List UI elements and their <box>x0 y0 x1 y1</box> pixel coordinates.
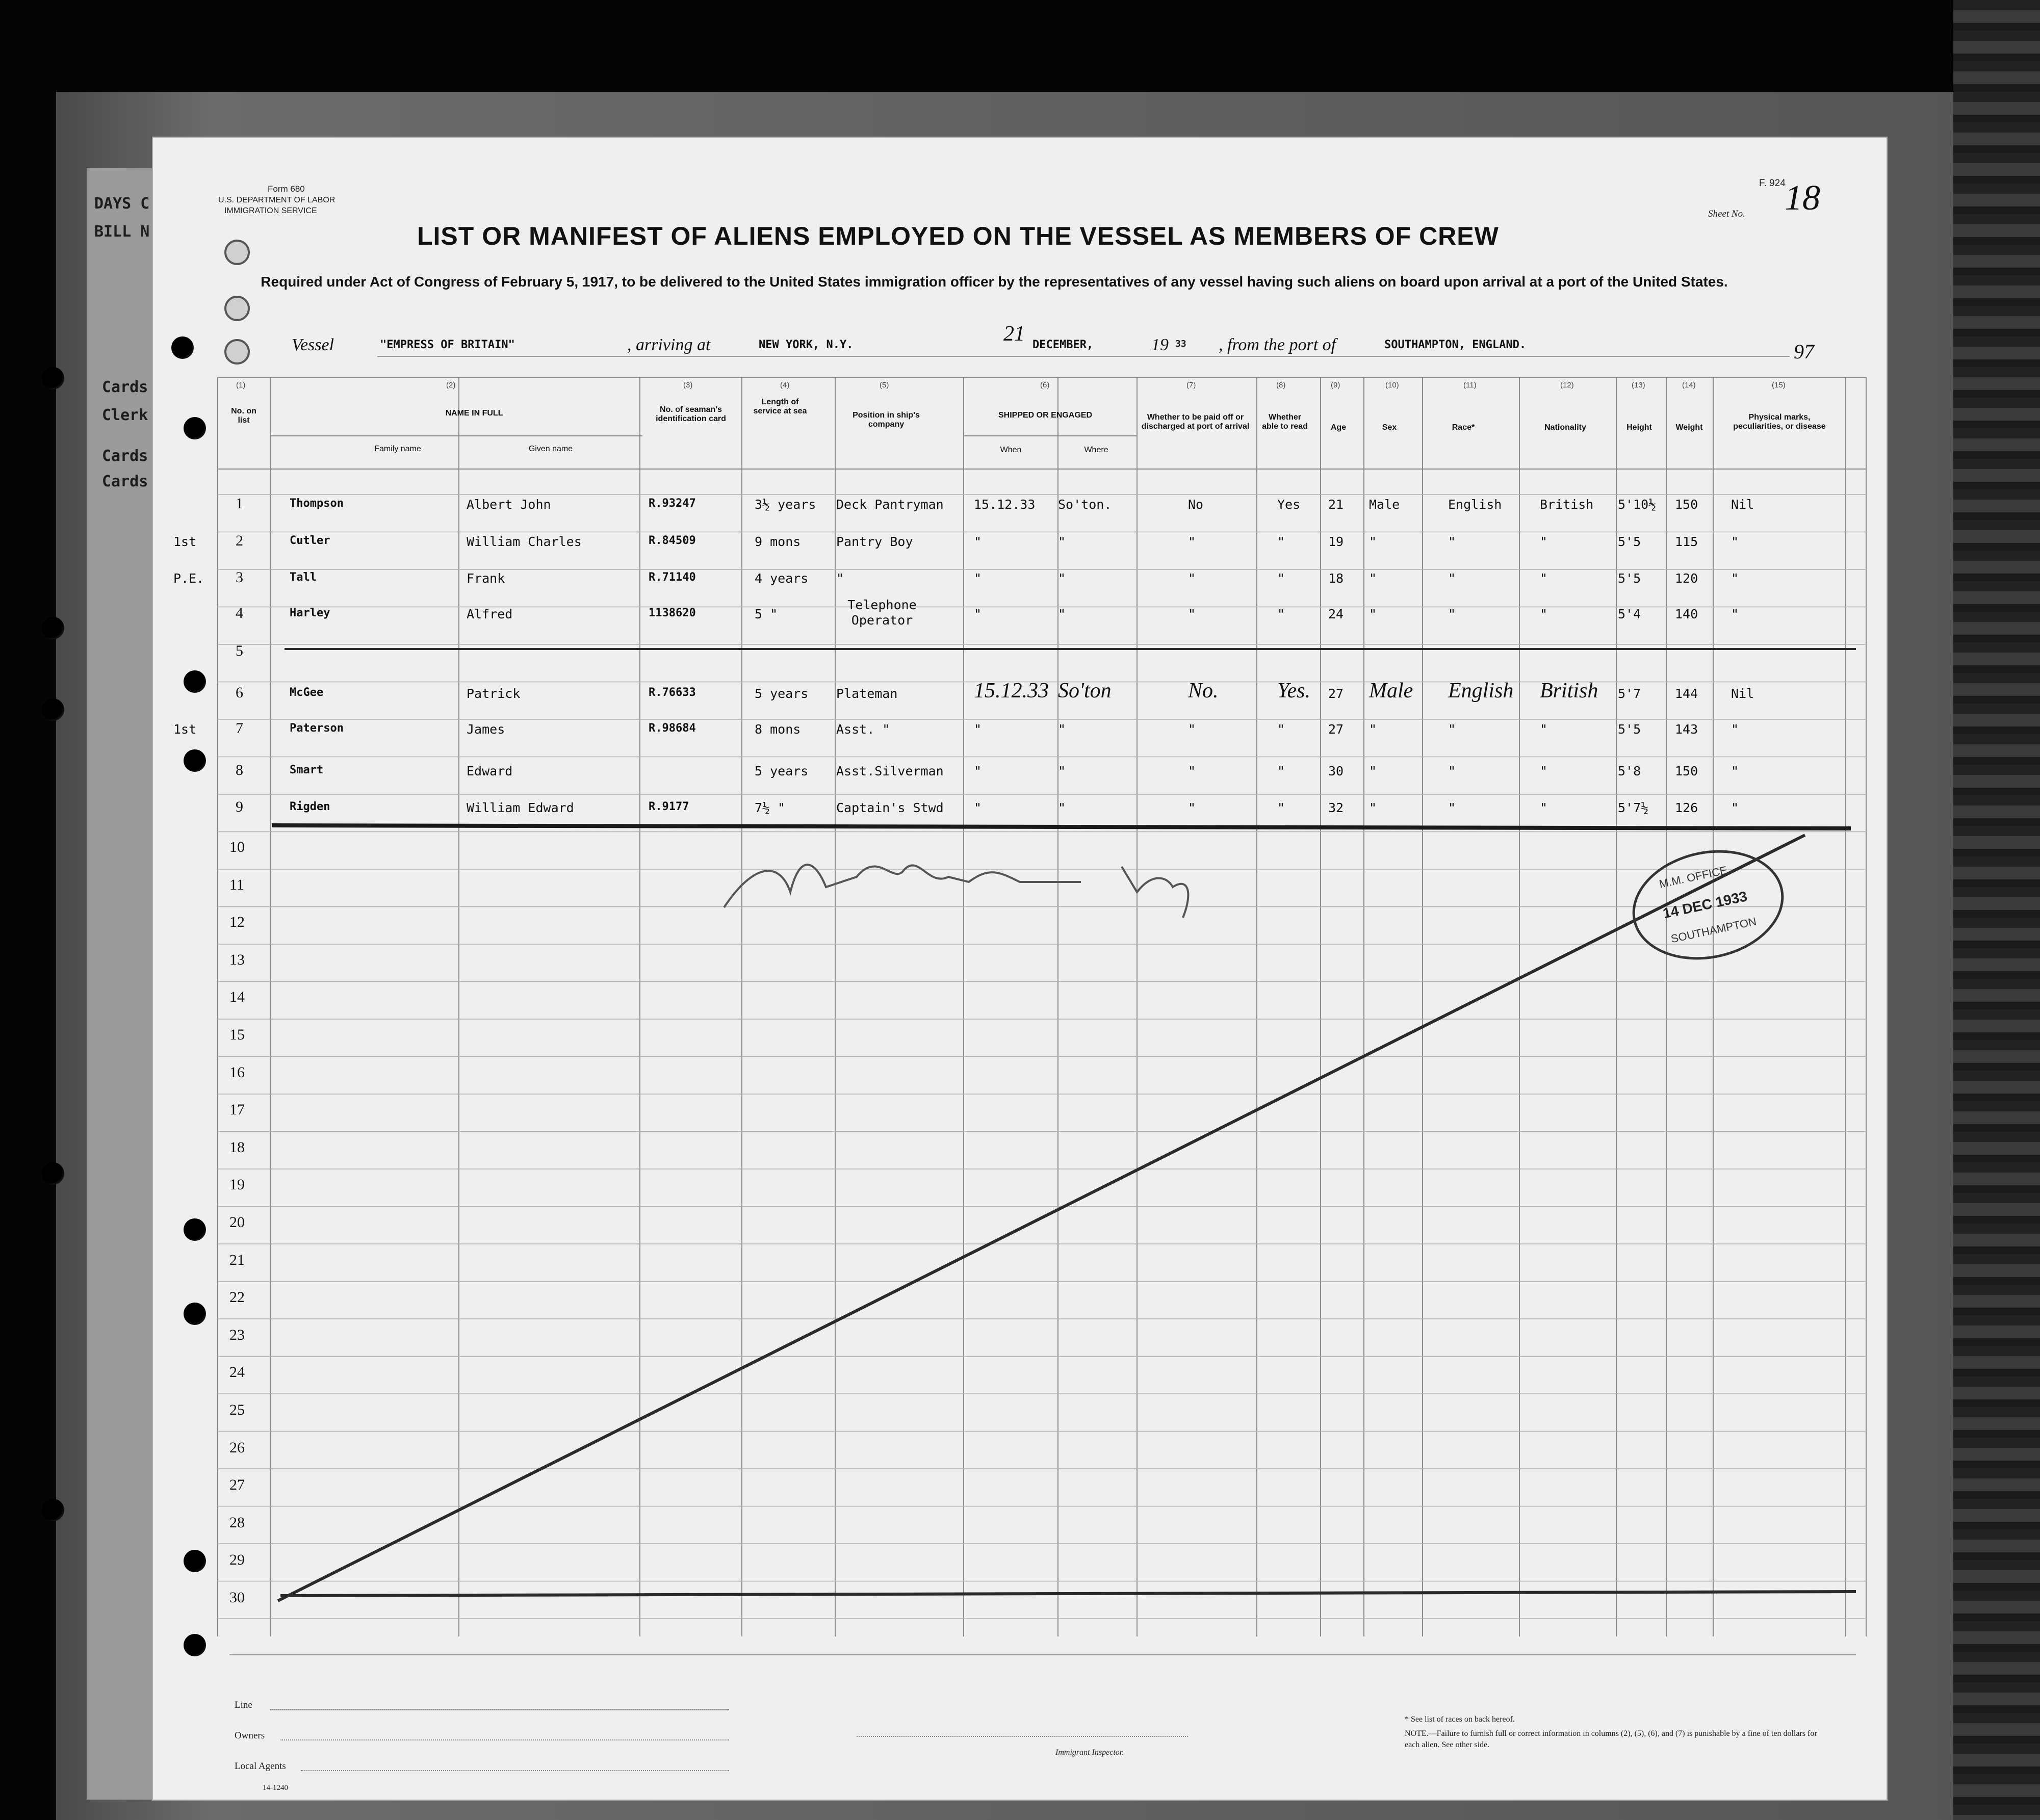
binding-strip <box>1953 0 2040 1820</box>
header-where: Where <box>1084 446 1108 454</box>
sex: " <box>1369 800 1377 815</box>
able-to-read: " <box>1277 764 1285 778</box>
row-mark: P.E. <box>173 571 204 586</box>
service-line: IMMIGRATION SERVICE <box>224 206 317 215</box>
race: " <box>1448 800 1456 815</box>
seaman-card-number: R.93247 <box>649 497 696 510</box>
column-number: (5) <box>880 381 889 389</box>
header-no-on-list: No. on list <box>231 407 256 425</box>
binder-hole <box>42 698 64 721</box>
physical-marks: " <box>1731 607 1739 621</box>
given-name: Albert John <box>467 497 551 512</box>
physical-marks: " <box>1731 800 1739 815</box>
given-name: William Edward <box>467 800 574 815</box>
inspector-signature-line <box>857 1736 1188 1738</box>
length-of-service: 9 mons <box>755 534 801 549</box>
engaged-date: 15.12.33 <box>974 679 1049 703</box>
height: 5'5 <box>1618 722 1641 737</box>
header-race: Race* <box>1452 423 1475 432</box>
sex: " <box>1369 534 1377 549</box>
stamp-date: 14 DEC 1933 <box>1661 888 1749 922</box>
age: 30 <box>1328 764 1344 778</box>
paid-off: " <box>1188 764 1196 778</box>
length-of-service: 5 years <box>755 764 809 778</box>
seaman-card-number: 1138620 <box>649 607 696 619</box>
race: " <box>1448 722 1456 737</box>
weight: 143 <box>1675 722 1698 737</box>
engaged-date: " <box>974 764 982 778</box>
family-name: Rigden <box>290 800 330 813</box>
ship-position: Telephone Operator <box>847 597 917 628</box>
family-name: Tall <box>290 571 317 584</box>
engaged-date: 15.12.33 <box>974 497 1036 512</box>
able-to-read: Yes <box>1277 497 1301 512</box>
given-name: William Charles <box>467 534 582 549</box>
able-to-read: Yes. <box>1277 679 1310 703</box>
seaman-card-number: R.98684 <box>649 722 696 735</box>
empty-row-number: 20 <box>229 1214 245 1231</box>
engaged-place: " <box>1058 534 1066 549</box>
given-name: Alfred <box>467 607 513 621</box>
empty-row-number: 18 <box>229 1138 245 1156</box>
able-to-read: " <box>1277 800 1285 815</box>
sex: " <box>1369 722 1377 737</box>
engaged-place: " <box>1058 607 1066 621</box>
diagonal-cancel-line <box>278 835 1805 1601</box>
header-able-read: Whether able to read <box>1262 413 1308 431</box>
signature-scrawl <box>724 865 1188 918</box>
family-name: Thompson <box>290 497 344 510</box>
line-field <box>270 1709 729 1710</box>
sex: " <box>1369 764 1377 778</box>
empty-row-number: 28 <box>229 1514 245 1531</box>
form-number: Form 680 <box>268 184 305 194</box>
column-number: (14) <box>1682 381 1696 389</box>
family-name: Harley <box>290 607 330 619</box>
header-height: Height <box>1626 423 1652 432</box>
engaged-place: " <box>1058 722 1066 737</box>
family-name: McGee <box>290 686 324 699</box>
ship-position: Deck Pantryman <box>836 497 944 512</box>
nationality: " <box>1540 764 1548 778</box>
back-sheet-text-5: Cards <box>102 447 148 465</box>
family-name: Cutler <box>290 534 330 547</box>
engaged-date: " <box>974 534 982 549</box>
able-to-read: " <box>1277 607 1285 621</box>
vessel-label: Vessel <box>292 335 334 354</box>
header-sex: Sex <box>1382 423 1397 432</box>
row-number: 2 <box>236 532 243 549</box>
row-mark: 1st <box>173 722 197 737</box>
row-9-close-line <box>272 825 1851 828</box>
row-number: 7 <box>236 720 243 737</box>
department-line: U.S. DEPARTMENT OF LABOR <box>218 196 335 204</box>
weight: 120 <box>1675 571 1698 586</box>
engaged-date: " <box>974 722 982 737</box>
physical-marks: " <box>1731 534 1739 549</box>
arrival-port: NEW YORK, N.Y. <box>759 339 854 351</box>
age: 19 <box>1328 534 1344 549</box>
inspector-label: Immigrant Inspector. <box>1055 1748 1124 1757</box>
length-of-service: 7½ " <box>755 800 786 815</box>
paid-off: " <box>1188 534 1196 549</box>
weight: 144 <box>1675 686 1698 701</box>
race: " <box>1448 534 1456 549</box>
nationality: " <box>1540 607 1548 621</box>
physical-marks: " <box>1731 722 1739 737</box>
empty-row-number: 17 <box>229 1101 245 1119</box>
family-name: Smart <box>290 764 324 776</box>
header-age: Age <box>1330 423 1347 432</box>
height: 5'5 <box>1618 571 1641 586</box>
column-number: (8) <box>1276 381 1286 389</box>
empty-row-number: 24 <box>229 1364 245 1381</box>
sex: Male <box>1369 679 1413 703</box>
year-prefix: 19 <box>1151 335 1169 354</box>
height: 5'7½ <box>1618 800 1649 815</box>
height: 5'5 <box>1618 534 1641 549</box>
empty-row-number: 27 <box>229 1476 245 1494</box>
row-number: 6 <box>236 684 243 701</box>
empty-row-number: 26 <box>229 1439 245 1456</box>
footer-line-label: Line <box>235 1700 252 1710</box>
unused-space-markings <box>153 138 1887 1800</box>
given-name: James <box>467 722 505 737</box>
paid-off: " <box>1188 722 1196 737</box>
age: 27 <box>1328 722 1344 737</box>
length-of-service: 8 mons <box>755 722 801 737</box>
binder-hole <box>42 367 64 389</box>
paid-off: No. <box>1188 679 1219 703</box>
row-number: 5 <box>236 642 243 659</box>
height: 5'7 <box>1618 686 1641 701</box>
engaged-place: So'ton <box>1058 679 1112 703</box>
row-number: 8 <box>236 762 243 778</box>
ship-position: Captain's Stwd <box>836 800 944 815</box>
given-name: Edward <box>467 764 513 778</box>
empty-row-number: 30 <box>229 1589 245 1606</box>
column-number: (12) <box>1560 381 1574 389</box>
empty-row-number: 25 <box>229 1401 245 1418</box>
bottom-cancel-line <box>280 1592 1856 1596</box>
sheet-number: 18 <box>1785 178 1820 218</box>
height: 5'8 <box>1618 764 1641 778</box>
race: " <box>1448 764 1456 778</box>
engaged-date: " <box>974 800 982 815</box>
column-number: (11) <box>1463 381 1477 389</box>
header-length-service: Length of service at sea <box>753 398 807 416</box>
sex: Male <box>1369 497 1400 512</box>
arrival-day: 21 <box>1003 322 1025 346</box>
age: 32 <box>1328 800 1344 815</box>
nationality: British <box>1540 679 1598 703</box>
column-number: (10) <box>1385 381 1399 389</box>
back-sheet-text-3: Cards <box>102 378 148 396</box>
length-of-service: 3½ years <box>755 497 816 512</box>
physical-marks: Nil <box>1731 497 1754 512</box>
paid-off: " <box>1188 571 1196 586</box>
row-number: 4 <box>236 605 243 621</box>
empty-row-number: 13 <box>229 951 245 968</box>
physical-marks: Nil <box>1731 686 1754 701</box>
seaman-card-number: R.84509 <box>649 534 696 547</box>
manifest-page <box>153 138 1887 1800</box>
header-shipped-engaged: SHIPPED OR ENGAGED <box>998 411 1093 420</box>
weight: 140 <box>1675 607 1698 621</box>
ship-position: Plateman <box>836 686 898 701</box>
column-number: (13) <box>1632 381 1645 389</box>
race: " <box>1448 571 1456 586</box>
header-position: Position in ship's company <box>853 411 920 429</box>
column-number: (4) <box>780 381 790 389</box>
seaman-card-number: R.9177 <box>649 800 689 813</box>
age: 27 <box>1328 686 1344 701</box>
length-of-service: 5 years <box>755 686 809 701</box>
arrival-month: DECEMBER, <box>1032 339 1094 351</box>
weight: 115 <box>1675 534 1698 549</box>
given-name: Frank <box>467 571 505 586</box>
paid-off: No <box>1188 497 1204 512</box>
physical-marks: " <box>1731 764 1739 778</box>
back-sheet-text-1: DAYS C <box>94 195 150 213</box>
from-port-label: , from the port of <box>1219 335 1336 354</box>
family-name: Paterson <box>290 722 344 735</box>
row-number: 3 <box>236 569 243 586</box>
race: English <box>1448 679 1514 703</box>
races-note: * See list of races on back hereof. <box>1405 1715 1515 1724</box>
given-name: Patrick <box>467 686 521 701</box>
sex: " <box>1369 571 1377 586</box>
height: 5'10½ <box>1618 497 1657 512</box>
stamp-top-text: M.M. OFFICE <box>1658 864 1728 891</box>
ship-position: " <box>836 571 844 586</box>
nationality: " <box>1540 722 1548 737</box>
header-weight: Weight <box>1675 423 1703 432</box>
length-of-service: 5 " <box>755 607 778 621</box>
age: 21 <box>1328 497 1344 512</box>
able-to-read: " <box>1277 534 1285 549</box>
empty-row-number: 11 <box>229 876 244 893</box>
row-mark: 1st <box>173 534 197 549</box>
column-number: (3) <box>683 381 693 389</box>
column-number: (15) <box>1772 381 1786 389</box>
arriving-label: , arriving at <box>627 335 711 354</box>
empty-row-number: 22 <box>229 1289 245 1306</box>
footer-owners-label: Owners <box>235 1730 265 1741</box>
nationality: British <box>1540 497 1594 512</box>
column-number: (6) <box>1040 381 1050 389</box>
empty-row-number: 10 <box>229 839 245 855</box>
age: 24 <box>1328 607 1344 621</box>
engaged-date: " <box>974 607 982 621</box>
form-subtitle: Required under Act of Congress of February 5, 1917, to be delivered to the United States immigration officer by the representatives of any vessel having such aliens on board upon arrival at a port of the United States. <box>261 274 1728 290</box>
engaged-place: " <box>1058 571 1066 586</box>
height: 5'4 <box>1618 607 1641 621</box>
seaman-card-number: R.71140 <box>649 571 696 584</box>
footer-divider <box>229 1654 1856 1655</box>
back-sheet-text-6: Cards <box>102 473 148 490</box>
binder-hole <box>42 1499 64 1521</box>
departure-port: SOUTHAMPTON, ENGLAND. <box>1384 339 1527 351</box>
empty-row-number: 12 <box>229 914 245 931</box>
page-reference: 97 <box>1794 340 1814 363</box>
weight: 150 <box>1675 764 1698 778</box>
sex: " <box>1369 607 1377 621</box>
empty-row-number: 15 <box>229 1026 245 1043</box>
ship-position: Asst. " <box>836 722 890 737</box>
empty-row-number: 23 <box>229 1326 245 1343</box>
engaged-place: " <box>1058 800 1066 815</box>
age: 18 <box>1328 571 1344 586</box>
race: " <box>1448 607 1456 621</box>
agents-field <box>301 1770 729 1772</box>
seaman-card-number: R.76633 <box>649 686 696 699</box>
weight: 126 <box>1675 800 1698 815</box>
engaged-place: " <box>1058 764 1066 778</box>
form-code: 14-1240 <box>263 1784 288 1792</box>
header-given-name: Given name <box>528 445 573 453</box>
race: English <box>1448 497 1502 512</box>
able-to-read: " <box>1277 571 1285 586</box>
back-sheet-text-4: Clerk <box>102 406 148 424</box>
empty-row-number: 21 <box>229 1251 245 1268</box>
header-physical: Physical marks, peculiarities, or disease <box>1733 413 1826 431</box>
column-number: (7) <box>1186 381 1196 389</box>
back-sheet-text-2: BILL N <box>94 223 150 241</box>
header-seaman-card: No. of seaman's identification card <box>656 405 726 424</box>
nationality: " <box>1540 534 1548 549</box>
weight: 150 <box>1675 497 1698 512</box>
nationality: " <box>1540 800 1548 815</box>
paid-off: " <box>1188 800 1196 815</box>
f-number: F. 924 <box>1759 178 1786 189</box>
row-number: 1 <box>236 495 243 512</box>
empty-row-number: 19 <box>229 1176 245 1193</box>
physical-marks: " <box>1731 571 1739 586</box>
sheet-label: Sheet No. <box>1708 209 1745 219</box>
footer-agents-label: Local Agents <box>235 1761 286 1772</box>
column-number: (9) <box>1331 381 1340 389</box>
binder-hole <box>42 1162 64 1185</box>
column-number: (1) <box>236 381 246 389</box>
nationality: " <box>1540 571 1548 586</box>
empty-row-number: 29 <box>229 1551 245 1569</box>
owners-field <box>280 1739 729 1741</box>
header-when: When <box>1000 446 1022 454</box>
empty-row-number: 16 <box>229 1063 245 1081</box>
header-paid-off: Whether to be paid off or discharged at port of arrival <box>1141 413 1250 431</box>
vessel-name: "EMPRESS OF BRITAIN" <box>380 339 515 351</box>
header-name-in-full: NAME IN FULL <box>445 409 503 418</box>
penalty-note: NOTE.—Failure to furnish full or correct information in columns (2), (5), (6), and (7) is punishable by a fine of ten dollars for each alien. See other side. <box>1405 1729 1817 1749</box>
ship-position: Pantry Boy <box>836 534 913 549</box>
able-to-read: " <box>1277 722 1285 737</box>
form-title: LIST OR MANIFEST OF ALIENS EMPLOYED ON THE VESSEL AS MEMBERS OF CREW <box>417 222 1499 250</box>
arrival-year: 33 <box>1175 339 1186 349</box>
engaged-place: So'ton. <box>1058 497 1112 512</box>
length-of-service: 4 years <box>755 571 809 586</box>
column-number: (2) <box>446 381 456 389</box>
ship-position: Asst.Silverman <box>836 764 944 778</box>
empty-row-number: 14 <box>229 989 245 1006</box>
binder-hole <box>42 617 64 639</box>
row-number: 9 <box>236 798 243 815</box>
header-family-name: Family name <box>374 445 421 453</box>
stamp-bottom-text: SOUTHAMPTON <box>1669 915 1758 946</box>
paid-off: " <box>1188 607 1196 621</box>
header-nationality: Nationality <box>1544 423 1586 432</box>
engaged-date: " <box>974 571 982 586</box>
